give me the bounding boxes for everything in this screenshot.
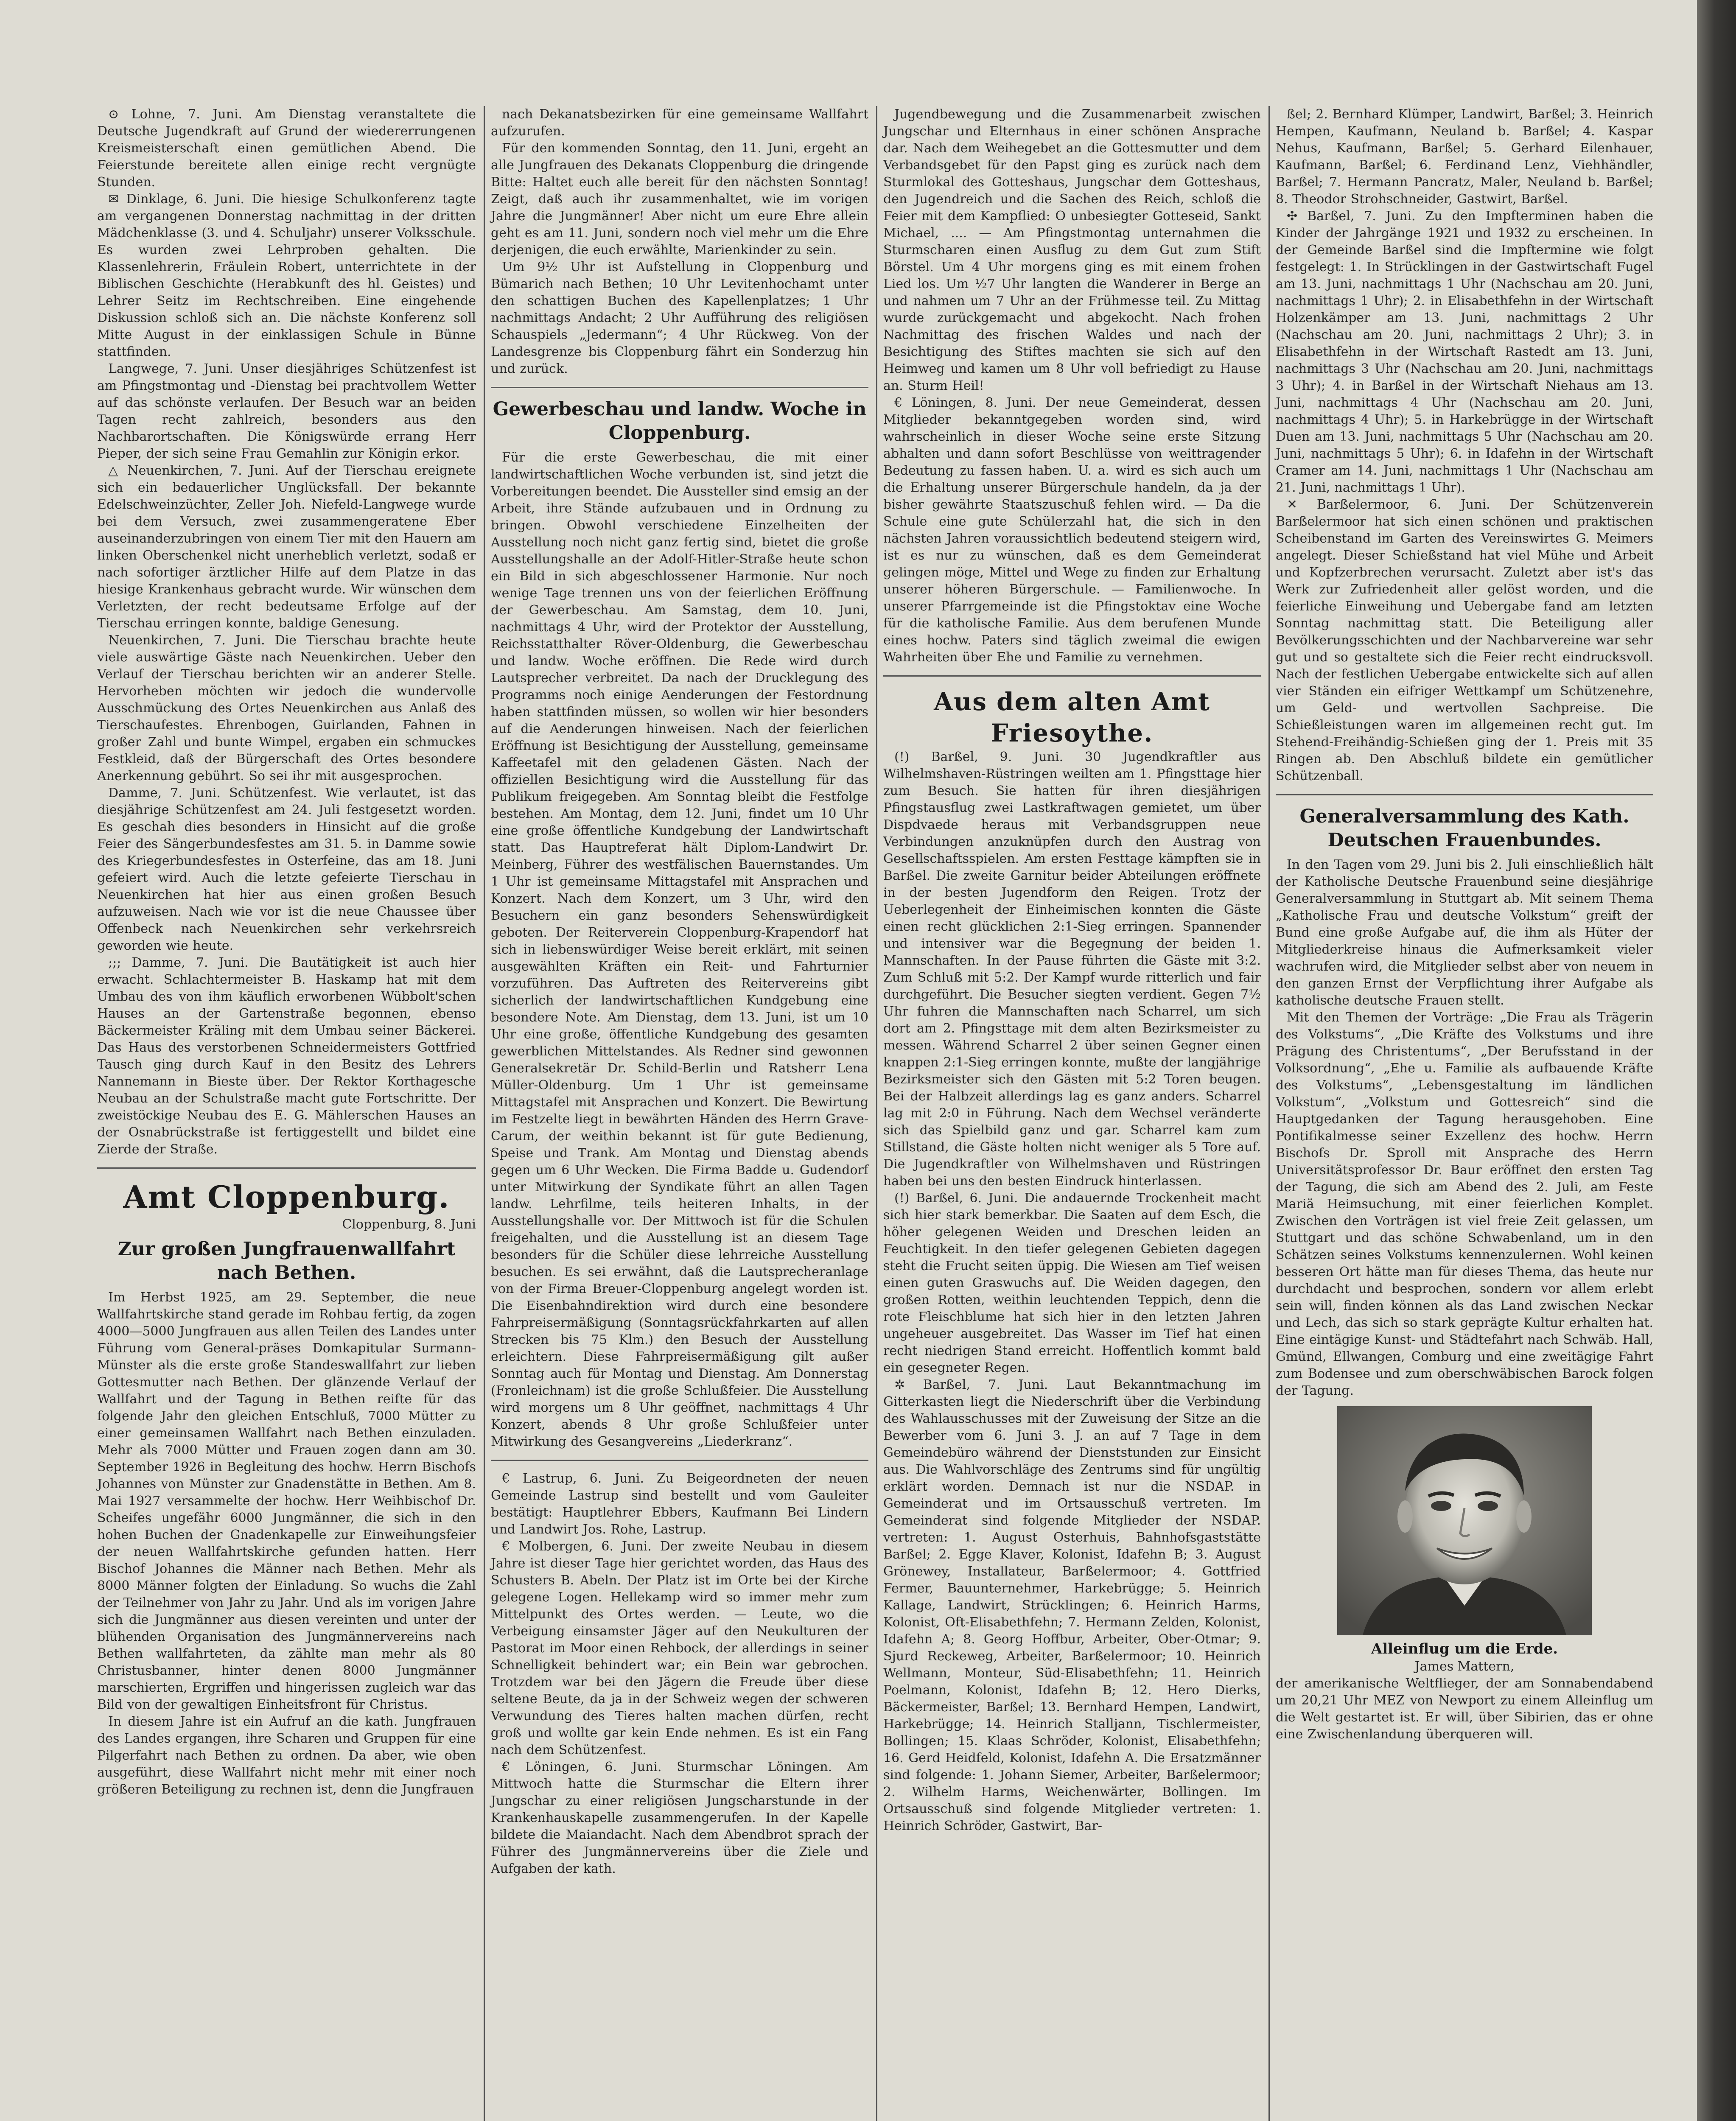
paragraph: Jugendbewegung und die Zusammenarbeit zwischen Jungschar und Elternhaus in einer schönen Ansprache dar. Nach dem Weihegebet an die Gottesmutter und dem Verbandsgebet für den Papst ging es zurück nach dem Sturmlokal des Gotteshaus, Jungschar dem Gotteshaus, den Jugendreich und die Sachen des Reich, schloß die Feier mit dem Kampflied: O unbesiegter Gotteseid, Sankt Michael, .... — Am Pfingstmontag unternahmen die Sturmscharen einen Ausflug zu dem Gut zum Stift Börstel. Um 4 Uhr morgens ging es mit einem frohen Lied los. Um ½7 Uhr langten die Wanderer in Berge an und nahmen um 7 Uhr an der Frühmesse teil. Zu Mittag wurde zurückgemacht und abgekocht. Nach frohen Nachmittag des frischen Waldes und nach der Besichtigung des Stiftes machten sie sich auf den Heimweg und kamen um 8 Uhr voll befriedigt zu Hause an. Sturm Heil!: [883, 107, 1261, 393]
paragraph: Neuenkirchen, 7. Juni. Die Tierschau brachte heute viele auswärtige Gäste nach Neuenkirchen. Ueber den Verlauf der Tierschau berichten wir an anderer Stelle. Hervorheben möchten wir jedoch die wundervolle Ausschmückung des Ortes Neuenkirchen aus Anlaß des Tierschaufestes. Ehrenbogen, Guirlanden, Fahnen in großer Zahl und bunte Wimpel, ergaben ein schmuckes Festkleid, daß der Bürgerschaft des Ortes besondere Anerkennung gebührt. So sei ihr mit ausgesprochen.: [97, 633, 476, 783]
article-text: [1276, 856, 1653, 1399]
article-text: [491, 449, 868, 1450]
paragraph: € Molbergen, 6. Juni. Der zweite Neubau in diesem Jahre ist dieser Tage hier gerichtet worden, das Haus des Schusters B. Abeln. Der Platz ist im Orte bei der Kirche gelegene Logen. Hellekamp wird so immer mehr zum Mittelpunkt des Ortes werden. — Leute, wo die Verbeigung einsamster Jäger auf den Neukulturen der Pastorat im Moor einen Rehbock, der allerdings in seiner Schnelligkeit behindert war; ein Bein war gebrochen. Trotzdem war bei den Jägern die Freude über diese seltene Beute, da ja in der Schweiz wegen der schweren Verwundung des Tieres halten machen dürfen, recht groß und wollte gar kein Ende nehmen. Es ist ein Fang nach dem Schützenfest.: [491, 1539, 868, 1757]
section-divider: [491, 1460, 868, 1461]
article-text: [883, 749, 1261, 1835]
article-text: [97, 106, 476, 1158]
caption-paragraph: der amerikanische Weltflieger, der am Sonnabendabend um 20,21 Uhr MEZ von Newport zu einem Alleinflug um die Welt gestartet ist. Er will, über Sibirien, das er ohne eine Zwischenlandung überqueren will.: [1276, 1676, 1653, 1742]
photo-caption-title: Alleinflug um die Erde.: [1371, 1640, 1558, 1657]
paragraph: € Löningen, 6. Juni. Sturmschar Löningen. Am Mittwoch hatte die Sturmschar die Eltern ihrer Jungschar zu einer religiösen Jungscharstunde in der Krankenhauskapelle zusammengerufen. In der Kapelle bildete die Maiandacht. Nach dem Abendbrot sprach der Führer des Jungmännervereins über die Ziele und Aufgaben der kath.: [491, 1760, 868, 1876]
paragraph: Mit den Themen der Vorträge: „Die Frau als Trägerin des Volkstums“, „Die Kräfte des Volkstums und ihre Prägung des Christentums“, „Der Berufsstand in der Volksordnung“, „Ehe u. Familie als aufbauende Kräfte des Volkstums“, „Lebensgestaltung im ländlichen Volkstum“, „Volkstum und Gottesreich“ sind die Hauptgedanken der Tagung herausgehoben. Eine Pontifikalmesse seiner Exzellenz des hochw. Herrn Bischofs Dr. Sproll mit Ansprache des Herrn Universitätsprofessor Dr. Baur eröffnet den ersten Tag der Tagung, die sich am Abend des 2. Juli, am Feste Mariä Heimsuchung, mit einer feierlichen Komplet. Zwischen den Vorträgen ist viel freie Zeit gelassen, um Stuttgart und das schöne Schwabenland, um in den Schätzen seines Volkstums kennenzulernen. Wohl keinen besseren Ort hätte man für dieses Thema, das heute nur durchdacht und besprochen, sondern vor allem erlebt sein will, finden können als das Land zwischen Neckar und Lech, das sich so stark geprägte Kultur erhalten hat. Eine eintägige Kunst- und Städtefahrt nach Schwäb. Hall, Gmünd, Ellwangen, Comburg und eine zweitägige Fahrt zum Bodensee und zum oberschwäbischen Barock folgen der Tagung.: [1276, 1010, 1653, 1398]
article-headline: Gewerbeschau und landw. Woche in Cloppenburg.: [493, 398, 867, 444]
section-divider: [1276, 794, 1653, 795]
column-2: [484, 106, 874, 2121]
paragraph: ✉ Dinklage, 6. Juni. Die hiesige Schulkonferenz tagte am vergangenen Donnerstag nachmittag in der dritten Mädchenklasse (3. und 4. Schuljahr) unserer Volksschule. Es wurden zwei Lehrproben gehalten. Die Klassenlehrerin, Fräulein Robert, unterrichtete in der Biblischen Geschichte (Herabkunft des hl. Geistes) und Lehrer Seitz im Rechtschreiben. Eine eingehende Diskussion schloß sich an. Die nächste Konferenz soll Mitte August in der einklassigen Schule in Bünne stattfinden.: [97, 192, 476, 359]
paragraph: Um 9½ Uhr ist Aufstellung in Cloppenburg und Bümarich nach Bethen; 10 Uhr Levitenhochamt unter den schattigen Buchen des Kapellenplatzes; 1 Uhr nachmittags Andacht; 2 Uhr Aufführung des religiösen Schauspiels „Jedermann“; 4 Uhr Rückweg. Von der Landesgrenze bis Cloppenburg fährt ein Sonderzug hin und zurück.: [491, 260, 868, 376]
paragraph: (!) Barßel, 9. Juni. 30 Jugendkraftler aus Wilhelmshaven-Rüstringen weilten am 1. Pfingsttage hier zum Besuch. Sie hatten für ihren diesjährigen Pfingstausflug zwei Lastkraftwagen gemietet, um über Dispdvaede heraus mit Verbandsgruppen neue Verbindungen anzuknüpfen durch den Austrag von Gesellschaftsspielen. Am ersten Festtage kämpften sie in Barßel. Die zweite Garnitur beider Abteilungen eröffnete in der besten Jugendform den Reigen. Trotz der Ueberlegenheit der Einheimischen konnten die Gäste einen recht glücklichen 2:1-Sieg erringen. Spannender und intensiver war die Begegnung der beiden 1. Mannschaften. In der Pause führten die Gäste mit 3:2. Zum Schluß mit 5:2. Der Kampf wurde ritterlich und fair durchgeführt. Die Besucher siegten verdient. Gegen 7½ Uhr fuhren die Mannschaften nach Scharrel, um sich dort am 2. Pfingsttage mit dem alten Bezirksmeister zu messen. Während Scharrel 2 über seinen Gegner einen knappen 2:1-Sieg erringen konnte, mußte der langjährige Bezirksmeister sich den Gästen mit 5:2 Toren beugen. Bei der Halbzeit allerdings lag es ganz anders. Scharrel lag mit 2:0 in Führung. Nach dem Wechsel veränderte sich das Spielbild ganz und gar. Scharrel kam zum Stillstand, die Gäste holten nicht weniger als 5 Tore auf. Die Jugendkraftler von Wilhelmshaven und Rüstringen haben bei uns den besten Eindruck hinterlassen.: [883, 750, 1261, 1189]
section-divider: [491, 387, 868, 388]
paragraph: ;;; Damme, 7. Juni. Die Bautätigkeit ist auch hier erwacht. Schlachtermeister B. Haskamp hat mit dem Umbau des von ihm käuflich erworbenen Wübbolt'schen Hauses an der Gartenstraße begonnen, ebenso Bäckermeister Kräling mit dem Umbau seiner Bäckerei. Das Haus des verstorbenen Schneidermeisters Gottfried Tausch ging durch Kauf in den Besitz des Lehrers Nannemann in Bieste über. Der Rektor Korthagesche Neubau an der Schulstraße macht gute Fortschritte. Der zweistöckige Neubau des E. G. Mählerschen Hauses an der Osnabrückstraße ist fertiggestellt und bildet eine Zierde der Straße.: [97, 955, 476, 1157]
paragraph: ✕ Barßelermoor, 6. Juni. Der Schützenverein Barßelermoor hat sich einen schönen und praktischen Scheibenstand im Garten des Vereinswirtes G. Meimers angelegt. Dieser Schießstand hat viel Mühe und Arbeit und Kopfzerbrechen verursacht. Zuletzt aber ist's das Werk zur Zufriedenheit aller gelöst worden, und die feierliche Einweihung und Uebergabe fand am letzten Sonntag nachmittag statt. Die Beteiligung aller Bevölkerungsschichten und der Nachbarvereine war sehr gut und so gestaltete sich die Feier recht eindrucksvoll. Nach der festlichen Uebergabe entwickelte sich auf allen vier Ständen ein eifriger Wettkampf um Schützenehre, um Geld- und wertvollen Sachpreise. Die Schießleistungen waren im allgemeinen recht gut. Im Stehend-Freihändig-Schießen ging der 1. Preis mit 35 Ringen ab. Den Abschluß bildete ein gemütlicher Schützenball.: [1276, 497, 1653, 783]
paragraph: ✲ Barßel, 7. Juni. Laut Bekanntmachung im Gitterkasten liegt die Niederschrift über die Verbindung des Wahlausschusses mit der Zuweisung der Sitze an die Bewerber vom 6. Juni 3. J. an auf 7 Tage in dem Gemeindebüro während der Dienststunden zur Einsicht aus. Die Wahlvorschläge des Zentrums sind für ungültig erklärt worden. Demnach ist nur die NSDAP. in Gemeinderat und im Ortsausschuß vertreten. Im Gemeinderat sind folgende Mitglieder der NSDAP. vertreten: 1. August Osterhuis, Bahnhofsgaststätte Barßel; 2. Egge Klaver, Kolonist, Idafehn B; 3. August Grönewey, Installateur, Barßelermoor; 4. Gottfried Fermer, Bauunternehmer, Harkebrügge; 5. Heinrich Kallage, Landwirt, Strücklingen; 6. Heinrich Harms, Kolonist, Oft-Elisabethfehn; 7. Hermann Zelden, Kolonist, Idafehn A; 8. Georg Hoffbur, Arbeiter, Ober-Otmar; 9. Sjurd Reckeweg, Arbeiter, Barßelermoor; 10. Heinrich Wellmann, Monteur, Süd-Elisabethfehn; 11. Heinrich Poelmann, Kolonist, Idafehn B; 12. Hero Dierks, Bäckermeister, Barßel; 13. Bernhard Hempen, Landwirt, Harkebrügge; 14. Heinrich Stalljann, Tischlermeister, Bollingen; 15. Klaas Schröder, Kolonist, Elisabethfehn; 16. Gerd Heidfeld, Kolonist, Idafehn A. Die Ersatzmänner sind folgende: 1. Johann Siemer, Arbeiter, Barßelermoor; 2. Wilhelm Harms, Weichenwärter, Bollingen. Im Ortsausschuß sind folgende Mitglieder vertreten: 1. Heinrich Schröder, Gastwirt, Bar-: [883, 1377, 1261, 1833]
article-text: [491, 1470, 868, 1878]
paragraph: Im Herbst 1925, am 29. September, die neue Wallfahrtskirche stand gerade im Rohbau fertig, da zogen 4000—5000 Jungfrauen aus allen Teilen des Landes unter Führung vom General-präses Domkapitular Surmann-Münster als die erste große Standeswallfahrt zur lieben Gottesmutter nach Bethen. Der glänzende Verlauf der Wallfahrt und der Tagung in Bethen reifte für das folgende Jahr den gleichen Entschluß, 7000 Mütter zu einer gemeinsamen Wallfahrt nach Bethen einzuladen. Mehr als 7000 Mütter und Frauen zogen dann am 30. September 1926 in Begleitung des hochw. Herrn Bischofs Johannes von Münster zur Gnadenstätte in Bethen. Am 8. Mai 1927 versammelte der hochw. Herr Weihbischof Dr. Scheifes ungefähr 6000 Jungmänner, die sich in den hohen Buchen der Gnadenkapelle zur Einweihungsfeier der neuen Wallfahrtskirche gefunden hatten. Herr Bischof Johannes die Männer nach Bethen. Mehr als 8000 Männer folgten der Einladung. So wuchs die Zahl der Teilnehmer von Jahr zu Jahr. Und als im vorigen Jahre sich die Jungmänner aus diesen vereinten und unter der blühenden Organisation des Jungmännervereins nach Bethen wallfahrteten, da zählte man mehr als 80 Christusbanner, hinter denen 8000 Jungmänner marschierten, Ergriffen und hingerissen zugleich war das Bild von der gewaltigen Einheitsfront für Christus.: [97, 1290, 476, 1712]
paragraph: In diesem Jahre ist ein Aufruf an die kath. Jungfrauen des Landes ergangen, ihre Scharen und Gruppen für eine Pilgerfahrt nach Bethen zu ordnen. Da aber, wie oben ausgeführt, diese Wallfahrt nicht mehr mit einer noch größeren Beteiligung zu rechnen ist, denn die Jungfrauen: [97, 1714, 476, 1797]
paragraph: ✣ Barßel, 7. Juni. Zu den Impfterminen haben die Kinder der Jahrgänge 1921 und 1932 zu erscheinen. In der Gemeinde Barßel sind die Impftermine wie folgt festgelegt: 1. In Strücklingen in der Gastwirtschaft Fugel am 13. Juni, nachmittags 1 Uhr (Nachschau am 20. Juni, nachmittags 1 Uhr); 2. in Elisabethfehn in der Wirtschaft Holzenkämper am 13. Juni, nachmittags 2 Uhr (Nachschau am 20. Juni, nachmittags 2 Uhr); 3. in Elisabethfehn in der Wirtschaft Rastedt am 13. Juni, nachmittags 3 Uhr (Nachschau am 20. Juni, nachmittags 3 Uhr); 4. in Barßel in der Wirtschaft Niehaus am 13. Juni, nachmittags 4 Uhr (Nachschau am 20. Juni, nachmittags 4 Uhr); 5. in Harkebrügge in der Wirtschaft Duen am 13. Juni, nachmittags 5 Uhr (Nachschau am 20. Juni, nachmittags 5 Uhr); 6. in Idafehn in der Wirtschaft Cramer am 14. Juni, nachmittags 1 Uhr (Nachschau am 21. Juni, nachmittags 1 Uhr).: [1276, 209, 1653, 495]
section-divider: [97, 1167, 476, 1169]
article-text: [97, 1289, 476, 1798]
paragraph: ⊙ Lohne, 7. Juni. Am Dienstag veranstaltete die Deutsche Jugendkraft auf Grund der wiedererrungenen Kreismeisterschaft einen gemütlichen Abend. Die Feierstunde bereitete allen einige recht vergnügte Stunden.: [97, 107, 476, 190]
photo-caption-text: [1276, 1675, 1653, 1743]
dateline: Cloppenburg, 8. Juni: [342, 1217, 476, 1232]
paragraph: (!) Barßel, 6. Juni. Die andauernde Trockenheit macht sich hier stark bemerkbar. Die Saaten auf dem Esch, die höher gelegenen Weiden und Dreschen leiden an Feuchtigkeit. In den tiefer gelegenen Gebieten dagegen steht die Frucht seiten üppig. Die Wiesen am Tief weisen einen guten Graswuchs auf. Die Weiden dagegen, den großen Rotten, weithin leuchtenden Teppich, denn die rote Fleischblume hat sich hier in den letzten Jahren ungeheuer ausgebreitet. Das Wasser im Tief hat einen recht niedrigen Stand erreicht. Hoffentlich kommt bald ein gesegneter Regen.: [883, 1191, 1261, 1375]
page-edge-shadow: [1697, 0, 1736, 2121]
article-headline: Generalversammlung des Kath. Deutschen Frauenbundes.: [1299, 806, 1630, 851]
column-3: [876, 106, 1267, 2121]
paragraph: Damme, 7. Juni. Schützenfest. Wie verlautet, ist das diesjährige Schützenfest am 24. Juli festgesetzt worden. Es geschah dies besonders in Hinsicht auf die große Feier des Sängerbundesfestes am 31. 5. in Damme sowie des Kriegerbundesfestes in Osterfeine, das am 18. Juni gefeiert wird. Auch die letzte gefeierte Tierschau in Neuenkirchen hat hier aus einen großen Besuch aufzuweisen. Nach wie vor ist die neue Chaussee über Offenbeck nach Neuenkirchen sehr verkehrsreich geworden wie heute.: [97, 786, 476, 953]
article-columns: [91, 106, 1653, 2121]
paragraph: € Lastrup, 6. Juni. Zu Beigeordneten der neuen Gemeinde Lastrup sind bestellt und vom Gauleiter bestätigt: Hauptlehrer Ebbers, Kaufmann Bei Lindern und Landwirt Jos. Rohe, Lastrup.: [491, 1471, 868, 1537]
paragraph: Langwege, 7. Juni. Unser diesjähriges Schützenfest ist am Pfingstmontag und -Dienstag bei prachtvollem Wetter auf das schönste verlaufen. Der Besuch war an beiden Tagen recht zahlreich, besonders aus den Nachbarortschaften. Die Königswürde errang Herr Pieper, der sich seine Frau Gemahlin zur Königin erkor.: [97, 361, 476, 461]
article-text: [1276, 106, 1653, 785]
article-text: [491, 106, 868, 378]
column-1: [91, 106, 482, 2121]
paragraph: △ Neuenkirchen, 7. Juni. Auf der Tierschau ereignete sich ein bedauerlicher Unglücksfall. Der bekannte Edelschweinzüchter, Zeller Joh. Niefeld-Langwege wurde bei dem Versuch, zwei zusammengeratene Eber auseinanderzubringen von einem Tier mit den Hauern am linken Oberschenkel nicht unerheblich verletzt, sodaß er nach sofortiger ärztlicher Hilfe auf dem Platze in das hiesige Krankenhaus gebracht wurde. Wir wünschen dem Verletzten, der recht bedeutsame Erfolge auf der Tierschau erringen konnte, baldige Genesung.: [97, 463, 476, 631]
paragraph: ßel; 2. Bernhard Klümper, Landwirt, Barßel; 3. Heinrich Hempen, Kaufmann, Neuland b. Barßel; 4. Kaspar Nehus, Kaufmann, Barßel; 5. Gerhard Eilenhauer, Kaufmann, Barßel; 6. Ferdinand Lenz, Viehhändler, Barßel; 7. Hermann Pancratz, Maler, Neuland b. Barßel; 8. Theodor Strohschneider, Gastwirt, Barßel.: [1276, 107, 1653, 207]
photo-caption-name: James Mattern,: [1414, 1659, 1515, 1674]
paragraph: nach Dekanatsbezirken für eine gemeinsame Wallfahrt aufzurufen.: [491, 107, 868, 139]
article-headline: Zur großen Jungfrauenwallfahrt nach Bethen.: [118, 1238, 456, 1284]
paragraph: Für die erste Gewerbeschau, die mit einer landwirtschaftlichen Woche verbunden ist, sind jetzt die Vorbereitungen beendet. Die Aussteller sind emsig an der Arbeit, ihre Stände aufzubauen und in Ordnung zu bringen. Obwohl verschiedene Einzelheiten der Ausstellung noch nicht ganz fertig sind, bietet die große Ausstellungshalle an der Adolf-Hitler-Straße heute schon ein Bild in sich abgeschlossener Harmonie. Nur noch wenige Tage trennen uns von der feierlichen Eröffnung der Gewerbeschau. Am Samstag, dem 10. Juni, nachmittags 4 Uhr, wird der Protektor der Ausstellung, Reichsstatthalter Röver-Oldenburg, die Gewerbeschau und landw. Woche eröffnen. Die Rede wird durch Lautsprecher verbreitet. Da nach der Drucklegung des Programms noch einige Aenderungen der Festordnung haben stattfinden müssen, so wollen wir hier besonders auf die Aenderungen hinweisen. Nach der feierlichen Eröffnung ist Besichtigung der Ausstellung, gemeinsame Kaffeetafel mit den geladenen Gästen. Nach der offiziellen Besichtigung wird die Ausstellung für das Publikum freigegeben. Am Sonntag bleibt die Festfolge bestehen. Am Montag, dem 12. Juni, findet um 10 Uhr eine große öffentliche Kundgebung der Landwirtschaft statt. Das Hauptreferat hält Diplom-Landwirt Dr. Meinberg, Führer des westfälischen Bauernstandes. Um 1 Uhr ist gemeinsame Mittagstafel mit Ansprachen und Konzert. Nach dem Konzert, um 3 Uhr, wird den Besuchern ein ganz besonders Sehenswürdigkeit geboten. Der Reiterverein Cloppenburg-Krapendorf hat sich in liebenswürdiger Weise bereit erklärt, mit seinen ausgewählten Kräften ein Reit- und Fahrturnier vorzuführen. Das Auftreten des Reitervereins gibt sicherlich der landwirtschaftlichen Kundgebung eine besondere Note. Am Dienstag, dem 13. Juni, ist um 10 Uhr eine große, öffentliche Kundgebung des gesamten gewerblichen Mittelstandes. Als Redner sind gewonnen Generalsekretär Dr. Schild-Berlin und Ratsherr Lena Müller-Oldenburg. Um 1 Uhr ist gemeinsame Mittagstafel mit Ansprachen und Konzert. Die Bewirtung im Festzelte liegt in bewährten Händen des Herrn Grave-Carum, der weithin bekannt ist für gute Bedienung, Speise und Trank. Am Montag und Dienstag abends gegen um 6 Uhr Wecken. Die Firma Badde u. Gudendorf unter Mitwirkung der Syndikate führt an allen Tagen landw. Lehrfilme, teils heiteren Inhalts, in der Ausstellungshalle vor. Der Mittwoch ist für die Schulen freigehalten, und die Ausstellung ist an diesem Tage besonders für die Schüler diese lehrreiche Ausstellung besuchen. Es sei erwähnt, daß die Lautsprecheranlage von der Firma Breuer-Cloppenburg angelegt worden ist. Die Eisenbahndirektion wird durch eine besondere Fahrpreisermäßigung (Sonntagsrückfahrkarten auf allen Strecken bis 75 Klm.) den Besuch der Ausstellung erleichtern. Diese Fahrpreisermäßigung gilt außer Sonntag auch für Montag und Dienstag. Am Donnerstag (Fronleichnam) ist die große Schlußfeier. Die Ausstellung wird morgens um 8 Uhr geöffnet, nachmittags 4 Uhr Konzert, abends 8 Uhr große Schlußfeier unter Mitwirkung des Gesangvereins „Liederkranz“.: [491, 450, 868, 1449]
section-heading: Aus dem alten Amt Friesoythe.: [934, 687, 1210, 747]
paragraph: In den Tagen vom 29. Juni bis 2. Juli einschließlich hält der Katholische Deutsche Frauenbund seine diesjährige Generalversammlung in Stuttgart ab. Mit seinem Thema „Katholische Frau und deutsche Volkstum“ greift der Bund eine große Aufgabe auf, die ihm als Hüter der Mitgliederkreise hinaus die Aufmerksamkeit vieler wachrufen wird, die Mitglieder selbst aber von neuem in den ganzen Ernst der Verpflichtung ihrer Aufgabe als katholische deutsche Frauen stellt.: [1276, 857, 1653, 1008]
paragraph: € Löningen, 8. Juni. Der neue Gemeinderat, dessen Mitglieder bekanntgegeben worden sind, wird wahrscheinlich in dieser Woche seine erste Sitzung abhalten und dann sofort Beschlüsse von weittragender Bedeutung zu fassen haben. U. a. wird es sich auch um die Erhaltung unserer Bürgerschule handeln, da ja der bisher gewährte Staatszuschuß fehlen wird. — Da die Schule eine gute Schülerzahl hat, die sich in den nächsten Jahren voraussichtlich bedeutend steigern wird, ist es nur zu wünschen, daß es dem Gemeinderat gelingen möge, Mittel und Wege zu finden zur Erhaltung unserer höheren Bürgerschule. — Familienwoche. In unserer Pfarrgemeinde ist die Pfingstoktav eine Woche für die katholische Familie. Aus dem berufenen Munde eines hochw. Paters sind täglich zweimal die ewigen Wahrheiten über Ehe und Familie zu vernehmen.: [883, 395, 1261, 665]
column-4: [1268, 106, 1659, 2121]
article-text: [883, 106, 1261, 666]
section-heading: Amt Cloppenburg.: [123, 1179, 450, 1215]
section-divider: [883, 675, 1261, 677]
portrait-photo: [1337, 1406, 1592, 1635]
paragraph: Für den kommenden Sonntag, den 11. Juni, ergeht an alle Jungfrauen des Dekanats Cloppenburg die dringende Bitte: Haltet euch alle bereit für den nächsten Sonntag! Zeigt, daß auch ihr zusammenhaltet, wie im vorigen Jahre die Jungmänner! Aber nicht um eure Ehre allein geht es am 11. Juni, sondern noch viel mehr um die Ehre derjenigen, die euch erwählte, Marienkinder zu sein.: [491, 141, 868, 257]
